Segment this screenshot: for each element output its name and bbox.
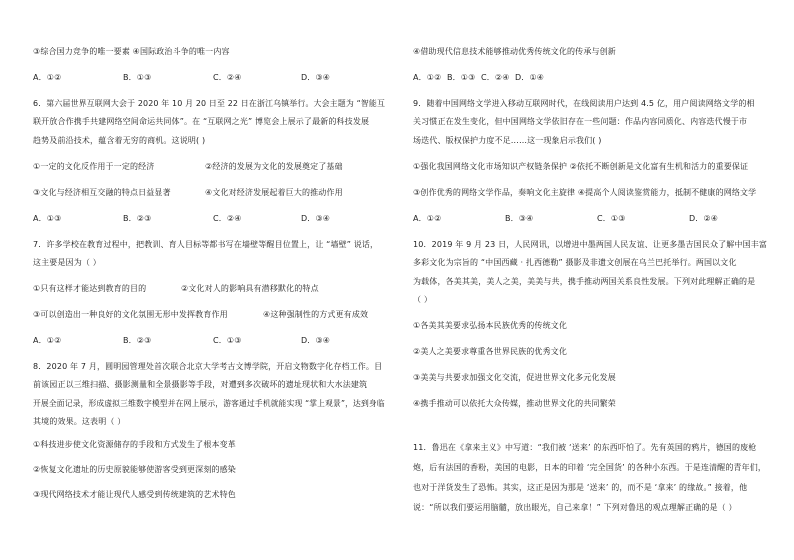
q7-option-d: D．③④: [301, 336, 331, 345]
q7-option-b: B．②③: [123, 336, 152, 345]
q6-option-d: D．③④: [301, 214, 331, 223]
q9-line: 9．随着中国网络文学进入移动互联网时代，在线阅读用户达到 4.5 亿，用户阅读网络文学的相: [413, 99, 755, 108]
q6-statements-1: [33, 162, 343, 172]
q7-statement: ②文化对人的影响具有潜移默化的特点: [181, 284, 319, 293]
q7-line: 7．许多学校在教育过程中，把教训、育人目标等都书写在墙壁等醒目位置上，让 “墙壁” 说话，: [33, 240, 379, 249]
q6-line: 6．第六届世界互联网大会于 2020 年 10 月 20 日至 22 日在浙江乌镇举行。大会主题为 “智能互: [33, 99, 386, 108]
q6-statement: ④文化对经济发展起着巨大的推动作用: [205, 188, 343, 197]
q6-statement: ②经济的发展为文化的发展奠定了基础: [205, 162, 343, 171]
q9-option-b: B．③④: [505, 214, 534, 223]
q6-option-b: B．②③: [123, 214, 152, 223]
q5-option-d: D．③④: [301, 73, 331, 82]
q7-line: 这主要是因为（ ）: [33, 258, 101, 267]
q8-line: 8．2020 年 7 月，圆明园管理处首次联合北京大学考古文博学院，开启文物数字化存档工作。目: [33, 362, 383, 371]
q8-line: 其境的效果。这表明（ ）: [33, 417, 126, 426]
q9-option-a: A．①②: [413, 214, 442, 223]
q8-statement: ①科技进步使文化资源储存的手段和方式发生了根本变革: [33, 440, 236, 449]
q9-option-c: C．①③: [597, 214, 626, 223]
q8-options: [413, 73, 544, 83]
q5-option-b: B．①③: [123, 73, 152, 82]
q10-line: 10．2019 年 9 月 23 日，人民网讯，以增进中墨两国人民友谊、让更多墨吉国民众了解中国丰富: [413, 240, 768, 249]
right-column: [413, 0, 769, 560]
q10-statement: ③美美与共要求加强文化交流，促进世界文化多元化发展: [413, 373, 616, 382]
q8-option-c: C．②④: [481, 73, 510, 82]
left-column: [33, 0, 385, 560]
q6-statement: ①一定的文化反作用于一定的经济: [33, 162, 155, 171]
q5-options: [33, 73, 330, 83]
q10-statement: ①各美其美要求弘扬本民族优秀的传统文化: [413, 321, 568, 330]
q5-statement: ③综合国力竞争的唯一要素 ④国际政治斗争的唯一内容: [33, 47, 230, 56]
q11-line: 炮，后有法国的香粉，美国的电影，日本的印着 ‘完全国货’ 的各种小东西。于是连清醒的青年们，: [413, 463, 767, 472]
q6-line: 联开放合作携手共建网络空间命运共同体”。在 “互联网之光” 博览会上展示了最新的科技发展: [33, 117, 370, 126]
q9-line: 场迭代、版权保护力度不足……这一现象启示我们( ): [413, 136, 602, 145]
q6-statements-2: [33, 188, 343, 198]
q10-line: 为载体，各美其美，美人之美，美美与共，携手推动两国关系良性发展。下列对此理解正确的是: [413, 277, 756, 286]
q7-options: [33, 336, 330, 346]
q6-option-c: C．②④: [213, 214, 242, 223]
q7-statements-1: [33, 284, 319, 294]
q6-statement: ③文化与经济相互交融的特点日益显著: [33, 188, 171, 197]
q9-statement: ③创作优秀的网络文学作品，奏响文化主旋律 ④提高个人阅读鉴赏能力，抵制不健康的网络文学: [413, 188, 757, 197]
q7-statement: ③可以创造出一种良好的文化氛围无形中发挥教育作用: [33, 310, 228, 319]
q10-line: （ ）: [413, 295, 432, 304]
q9-option-d: D．②④: [689, 214, 719, 223]
q8-option-d: D．①④: [515, 73, 545, 82]
q8-statement: ④借助现代信息技术能够推动优秀传统文化的传承与创新: [413, 47, 616, 56]
q5-option-a: A．①②: [33, 73, 62, 82]
q8-option-a: A．①②: [413, 73, 442, 82]
q10-statement: ④携手推动可以依托大众传媒，推动世界文化的共同繁荣: [413, 399, 616, 408]
q9-statement: ①强化我国网络文化市场知识产权链条保护 ②依托不断创新是文化富有生机和活力的重要保证: [413, 162, 749, 171]
q8-statement: ②恢复文化遗址的历史原貌能够使游客受到更深刻的感染: [33, 465, 236, 474]
q10-statement: ②美人之美要求尊重各世界民族的优秀文化: [413, 347, 568, 356]
q6-option-a: A．①③: [33, 214, 62, 223]
q8-option-b: B．①③: [447, 73, 476, 82]
q5-option-c: C．②④: [213, 73, 242, 82]
q8-statement: ③现代网络技术才能让现代人感受到传统建筑的艺术特色: [33, 490, 236, 499]
q7-statement: ④这种强制性的方式更有成效: [263, 310, 369, 319]
q7-option-c: C．①③: [213, 336, 242, 345]
q7-statements-2: [33, 310, 368, 320]
q6-line: 趋势及前沿技术，蕴含着无穷的商机。这说明( ): [33, 136, 206, 145]
q10-line: 多彩文化为宗旨的 “中国西藏 · 扎西德勒” 摄影及非遗文创展在乌兰巴托举行。两国以文化: [413, 258, 737, 267]
q7-statement: ①只有这样才能达到教育的目的: [33, 284, 147, 293]
q11-line: 11．鲁迅在《拿来主义》中写道：“我们被 ‘送来’ 的东西吓怕了。先有英国的鸦片，德国的废枪: [413, 443, 757, 452]
q9-options: [413, 214, 718, 224]
q8-line: 前该园正以三维扫描、摄影测量和全景摄影等手段，对遭到多次破坏的遗址现状和大水法建筑: [33, 380, 368, 389]
q9-line: 关习惯正在发生变化，但中国网络文学依旧存在一些问题：作品内容同质化、内容迭代慢于市: [413, 117, 748, 126]
q6-options: [33, 214, 330, 224]
q11-line: 也对于洋货发生了恐怖。其实，这正是因为那是 ‘送来’ 的，而不是 ‘拿来’ 的缘故。” 接着，他: [413, 483, 748, 492]
q8-line: 开展全面记录，形成虚拟三维数字模型并在网上展示，游客通过手机就能实现 “掌上观景”，达到身临: [33, 399, 385, 408]
q7-option-a: A．①②: [33, 336, 62, 345]
q11-line: 说：“所以我们要运用脑髓，放出眼光，自己来拿！” 下列对鲁迅的观点理解正确的是（ ）: [413, 503, 737, 512]
